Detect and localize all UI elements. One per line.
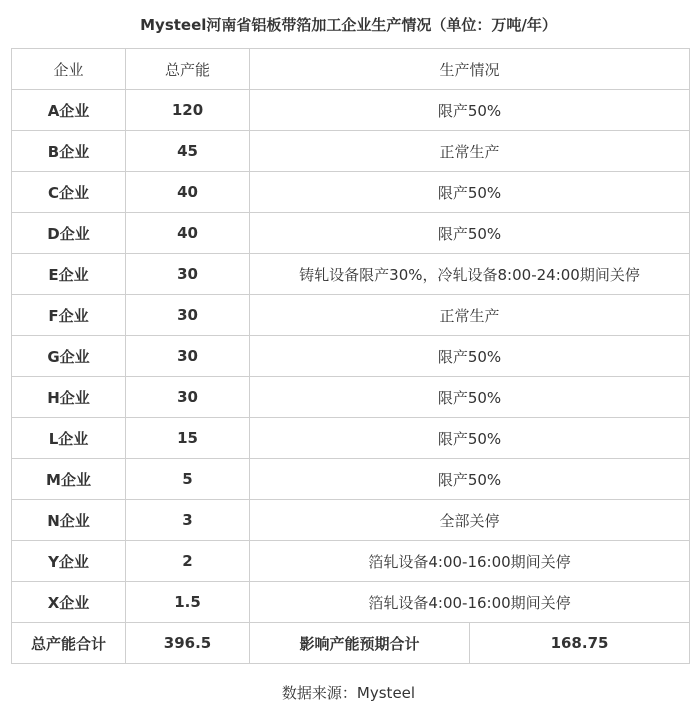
capacity-cell: 5 [126,459,250,500]
capacity-cell: 2 [126,541,250,582]
capacity-cell: 40 [126,213,250,254]
company-cell: Y企业 [12,541,126,582]
capacity-cell: 1.5 [126,582,250,623]
capacity-cell: 30 [126,295,250,336]
table-row [12,418,690,459]
status-cell: 正常生产 [250,131,690,172]
company-cell: E企业 [12,254,126,295]
table-row [12,172,690,213]
status-cell: 限产50% [250,172,690,213]
company-cell: M企业 [12,459,126,500]
status-cell: 限产50% [250,90,690,131]
capacity-cell: 30 [126,336,250,377]
total-label: 总产能合计 [12,623,126,664]
table-row [12,336,690,377]
status-cell: 限产50% [250,418,690,459]
capacity-cell: 3 [126,500,250,541]
status-cell: 限产50% [250,377,690,418]
capacity-cell: 30 [126,254,250,295]
status-cell: 箔轧设备4:00-16:00期间关停 [250,582,690,623]
table-row [12,90,690,131]
table-row [12,131,690,172]
company-cell: H企业 [12,377,126,418]
table-row [12,213,690,254]
table-row [12,500,690,541]
data-source: 数据来源：Mysteel [281,684,416,702]
capacity-cell: 40 [126,172,250,213]
table-title: Mysteel河南省铝板带箔加工企业生产情况（单位：万吨/年） [140,16,557,34]
status-cell: 全部关停 [250,500,690,541]
company-cell: B企业 [12,131,126,172]
capacity-cell: 45 [126,131,250,172]
capacity-cell: 120 [126,90,250,131]
table-header-row [12,49,690,90]
production-table [11,48,690,664]
table-row [12,377,690,418]
status-cell: 箔轧设备4:00-16:00期间关停 [250,541,690,582]
company-cell: G企业 [12,336,126,377]
affected-label: 影响产能预期合计 [250,623,470,664]
company-cell: C企业 [12,172,126,213]
company-cell: D企业 [12,213,126,254]
status-cell: 限产50% [250,459,690,500]
header-status: 生产情况 [250,49,690,90]
status-cell: 铸轧设备限产30%，冷轧设备8:00-24:00期间关停 [250,254,690,295]
status-cell: 正常生产 [250,295,690,336]
status-cell: 限产50% [250,213,690,254]
header-company: 企业 [12,49,126,90]
table-row [12,254,690,295]
capacity-cell: 30 [126,377,250,418]
affected-value: 168.75 [470,623,690,664]
total-row [12,623,690,664]
table-row [12,459,690,500]
table-row [12,541,690,582]
company-cell: A企业 [12,90,126,131]
total-capacity: 396.5 [126,623,250,664]
company-cell: L企业 [12,418,126,459]
company-cell: F企业 [12,295,126,336]
table-row [12,295,690,336]
table-row [12,582,690,623]
company-cell: X企业 [12,582,126,623]
status-cell: 限产50% [250,336,690,377]
header-capacity: 总产能 [126,49,250,90]
company-cell: N企业 [12,500,126,541]
capacity-cell: 15 [126,418,250,459]
